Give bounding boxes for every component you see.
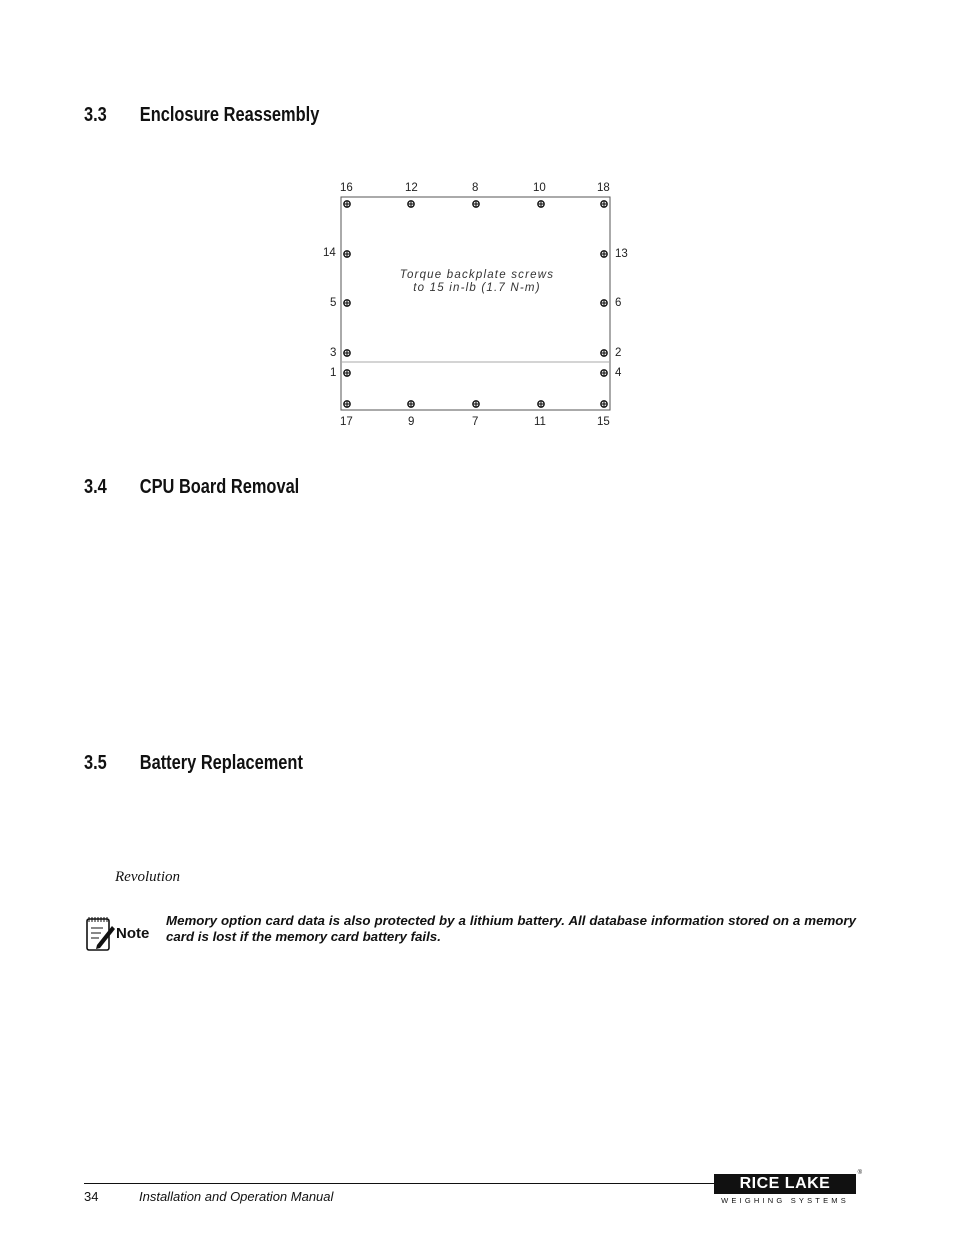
screw-head-icon [344, 201, 350, 207]
screw-label: 16 [340, 182, 353, 194]
footer-rule [84, 1183, 754, 1184]
screw-head-icon [601, 370, 607, 376]
manual-title: Installation and Operation Manual [139, 1189, 334, 1204]
screw-label: 15 [597, 416, 610, 428]
section-heading-3-5 [84, 752, 303, 775]
screw-label: 9 [408, 416, 415, 428]
screw-label: 2 [615, 347, 622, 359]
section-heading-3-4 [84, 476, 299, 499]
section-number: 3.4 [84, 476, 107, 498]
revolution-text: Revolution [115, 869, 180, 885]
screw-head-icon [601, 401, 607, 407]
torque-note-line: Torque backplate screws [399, 269, 555, 281]
screw-label: 10 [533, 182, 546, 194]
screw-head-icon [344, 370, 350, 376]
section-number: 3.5 [84, 752, 107, 774]
page-number: 34 [84, 1189, 99, 1204]
screw-label: 13 [615, 248, 628, 260]
torque-note [370, 269, 584, 295]
note-text: Memory option card data is also protected by a lithium battery. All database information stored on a memory card is lost if the memory card battery fails. [166, 913, 856, 944]
screw-label: 4 [615, 367, 622, 379]
section-number: 3.3 [84, 104, 107, 126]
screw-head-icon [473, 401, 479, 407]
screw-head-icon [601, 201, 607, 207]
screw-head-icon [601, 251, 607, 257]
screw-head-icon [601, 350, 607, 356]
section-heading-3-3 [84, 104, 319, 127]
section-title: Enclosure Reassembly [139, 104, 320, 126]
screw-label: 7 [472, 416, 479, 428]
screw-head-icon [344, 401, 350, 407]
screw-label: 12 [405, 182, 418, 194]
section-title: Battery Replacement [139, 752, 303, 774]
screw-head-icon [344, 251, 350, 257]
screw-head-icon [408, 201, 414, 207]
screw-head-icon [344, 300, 350, 306]
screw-head-icon [601, 300, 607, 306]
screw-head-icon [408, 401, 414, 407]
note-label: Note [116, 925, 150, 942]
logo-subtitle: WEIGHING SYSTEMS [721, 1196, 849, 1205]
screw-head-icon [344, 350, 350, 356]
section-title: CPU Board Removal [139, 476, 300, 498]
screw-head-icon [538, 401, 544, 407]
torque-note-line: to 15 in-lb (1.7 N-m) [413, 282, 541, 294]
screw-head-icon [473, 201, 479, 207]
logo-registered-mark: ® [857, 1170, 862, 1176]
screw-label: 17 [340, 416, 353, 428]
screw-label: 8 [472, 182, 479, 194]
rice-lake-logo [714, 1170, 862, 1206]
screw-label: 6 [615, 297, 622, 309]
screw-label: 11 [534, 416, 546, 428]
backplate-outline [300, 175, 660, 435]
screw-label: 14 [323, 247, 336, 259]
notepad-pencil-icon [85, 914, 155, 954]
backplate-screw-diagram [300, 175, 660, 435]
screw-label: 1 [330, 367, 337, 379]
screw-label: 3 [330, 347, 337, 359]
screw-label: 18 [597, 182, 610, 194]
screw-head-icon [538, 201, 544, 207]
note-icon [85, 914, 155, 954]
logo-wordmark: RICE LAKE [714, 1174, 856, 1194]
screw-label: 5 [330, 297, 337, 309]
